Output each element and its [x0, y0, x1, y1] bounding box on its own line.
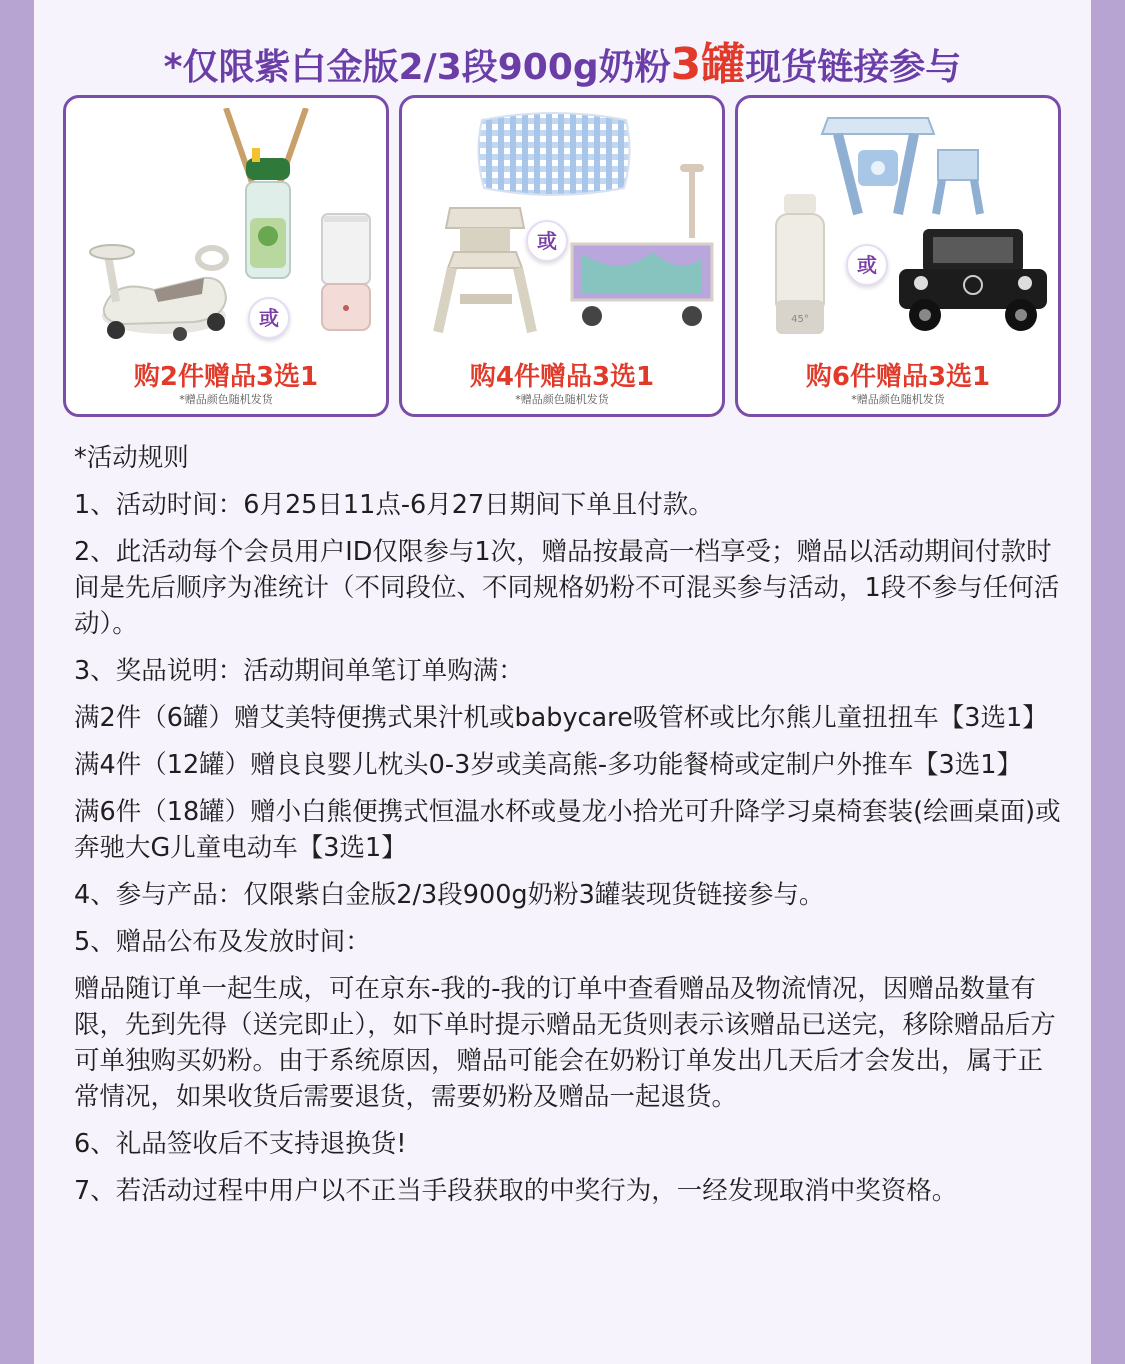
rule-item: 7、若活动过程中用户以不正当手段获取的中奖行为，一经发现取消中奖资格。: [74, 1176, 958, 1206]
rule-item: 满2件（6罐）赠艾美特便携式果汁机或babycare吸管杯或比尔熊儿童扭扭车【3选1】: [74, 703, 1048, 733]
portable-juicer-image: [316, 208, 376, 338]
kids-electric-car-image: [893, 223, 1053, 338]
tier-6-caption: 购6件赠品3选1: [805, 362, 991, 392]
rule-item: 2、此活动每个会员用户ID仅限参与1次，赠品按最高一档享受；赠品以活动期间付款时间是先后顺序为准统计（不同段位、不同规格奶粉不可混买参与活动，1段不参与任何活动）。: [74, 537, 1060, 639]
or-badge: 或: [526, 220, 568, 262]
or-badge: 或: [248, 297, 290, 339]
rule-item: 赠品随订单一起生成，可在京东-我的-我的订单中查看赠品及物流情况，因赠品数量有限，先到先得（送完即止），如下单时提示赠品无货则表示该赠品已送完，移除赠品后方可单独购买奶粉。由于系统原因，赠品可能会在奶粉订单发出几天后才会发出，属于正常情况，如果收货后需要退货，需要奶粉及赠品一起退货。: [74, 974, 1056, 1112]
svg-text:45°: 45°: [791, 314, 809, 325]
outdoor-wagon-image: [562, 158, 722, 338]
gift-card-tier-2[interactable]: [63, 95, 389, 417]
headline-text: *仅限紫白金版2/3段900g奶粉: [163, 47, 671, 88]
ride-on-swing-car-image: [84, 238, 234, 348]
straw-cup-image: [216, 108, 316, 288]
rule-item: 5、赠品公布及发放时间：: [74, 927, 371, 957]
tier-4-note: *赠品颜色随机发货: [515, 393, 609, 406]
tier-2-caption: 购2件赠品3选1: [133, 362, 319, 392]
gift-card-tier-6[interactable]: [735, 95, 1061, 417]
rule-item: 4、参与产品：仅限紫白金版2/3段900g奶粉3罐装现货链接参与。: [74, 880, 825, 910]
rule-item: 3、奖品说明：活动期间单笔订单购满：: [74, 656, 524, 686]
thermos-cup-image: [768, 190, 832, 340]
high-chair-image: [430, 198, 540, 338]
tier-6-note: *赠品颜色随机发货: [851, 393, 945, 406]
gift-card-tier-4[interactable]: [399, 95, 725, 417]
headline-text-end: 现货链接参与: [745, 47, 962, 88]
rule-item: 6、礼品签收后不支持退换货!: [74, 1129, 407, 1159]
promo-headline: [0, 28, 1125, 92]
study-desk-chair-image: [818, 110, 988, 220]
rules-title: *活动规则: [74, 443, 189, 473]
tier-2-note: *赠品颜色随机发货: [179, 393, 273, 406]
or-badge: 或: [846, 244, 888, 286]
rule-item: 满6件（18罐）赠小白熊便携式恒温水杯或曼龙小拾光可升降学习桌椅套装(绘画桌面)或奔驰大G儿童电动车【3选1】: [74, 797, 1061, 863]
tier-4-caption: 购4件赠品3选1: [469, 362, 655, 392]
rule-item: 满4件（12罐）赠良良婴儿枕头0-3岁或美高熊-多功能餐椅或定制户外推车【3选1】: [74, 750, 1022, 780]
activity-rules: [74, 440, 1064, 1220]
headline-highlight: 3罐: [670, 39, 746, 90]
rule-item: 1、活动时间：6月25日11点-6月27日期间下单且付款。: [74, 490, 714, 520]
